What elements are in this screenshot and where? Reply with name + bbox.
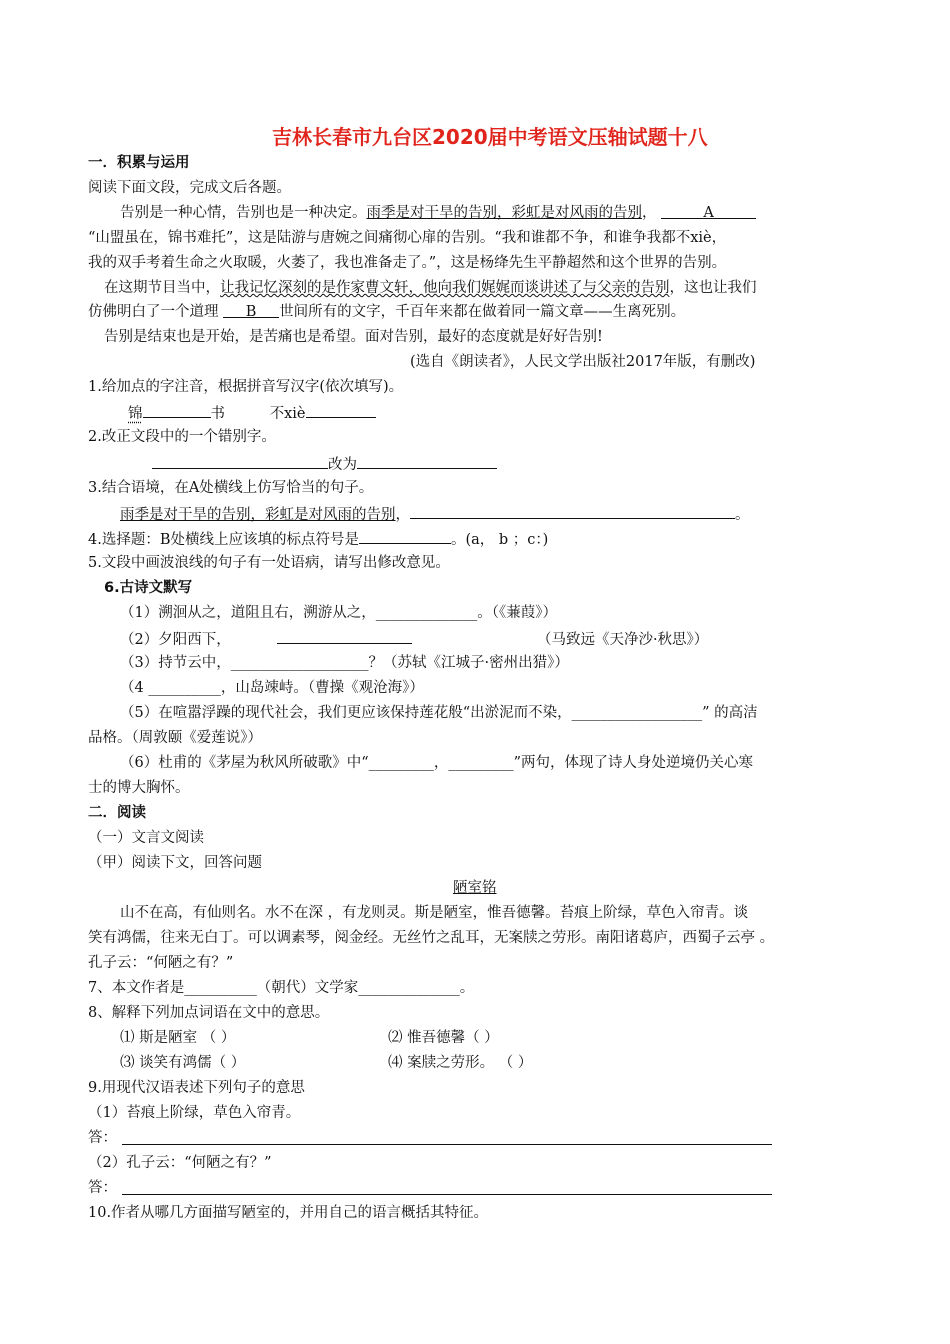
question-1-blanks [128,402,376,424]
passage-line-3: 我的双手考着生命之火取暖，火萎了，我也准备走了。”，这是杨绛先生平静超然和这个世界的告别。 [88,255,727,271]
passage-text: 在这期节目当中， [104,280,220,296]
question-9: 9.用现代汉语表述下列句子的意思 [88,1080,305,1096]
blank-b [223,302,279,318]
question-3-answer [120,503,750,525]
question-6-4: （4 __________，山岛竦峙。（曹操《观沧海》） [120,680,424,696]
passage-text: 世间所有的文字，千百年来都在做着同一篇文章——生离死别。 [279,304,686,320]
question-9-2: （2）孔子云：“何陋之有？” [88,1155,272,1171]
subsection-heading: （一）文言文阅读 [88,830,204,846]
answer-blank[interactable] [277,628,412,644]
answer-blank[interactable] [410,503,735,519]
essay-line-2: 笑有鸿儒，往来无白丁。可以调素琴，阅金经。无丝竹之乱耳，无案牍之劳形。南阳诸葛庐，西蜀子云亭 。 [88,930,775,946]
subsection-heading: （甲）阅读下文，回答问题 [88,855,262,871]
question-2: 2.改正文段中的一个错别字。 [88,429,276,445]
answer-label: 答： [88,1130,117,1146]
question-8-1: ⑴ 斯是陋室 （ ） [120,1030,236,1046]
passage-line-4 [104,278,757,298]
question-8-2: ⑵ 惟吾德馨（ ） [388,1030,499,1046]
q1-text: 不xiè [269,406,306,422]
q4-options: 。(a， b ；c：) [451,532,549,548]
question-4 [88,528,548,550]
answer-line[interactable] [122,1193,772,1195]
question-6-6-cont: 士的博大胸怀。 [88,780,190,796]
wavy-sentence: 让我记忆深刻的是作家曹文轩，他向我们娓娓而谈讲述了与父亲的告别 [220,280,670,296]
answer-blank[interactable] [359,528,451,544]
passage-line-1 [120,203,756,223]
intro-line: 阅读下面文段，完成文后各题。 [88,180,291,196]
question-6-5-cont: 品格。（周敦颐《爱莲说》） [88,730,262,746]
q3-text: ， [395,507,410,523]
essay-line-3: 孔子云：“何陋之有？” [88,955,234,971]
q1-text: 书 [210,406,225,422]
q4-text: 4.选择题：B处横线上应该填的标点符号是 [88,532,359,548]
answer-blank[interactable] [306,402,376,418]
section-1-heading: 一．积累与运用 [88,155,190,171]
underlined-sentence: 雨季是对干旱的告别，彩虹是对风雨的告别 [120,507,396,523]
question-8-3: ⑶ 谈笑有鸿儒（ ） [120,1055,246,1071]
page-title: 吉林长春市九台区2020届中考语文压轴试题十八 [272,125,708,149]
blank-b-label: B [245,304,257,320]
question-6: 6.古诗文默写 [104,580,193,596]
answer-blank[interactable] [143,402,211,418]
section-2-heading: 二．阅读 [88,805,146,821]
dotted-char: 锦 [128,406,143,422]
passage-text: ，这也让我们 [669,280,757,296]
question-7: 7、本文作者是__________（朝代）文学家______________。 [88,980,475,996]
q6-text: （马致远《天净沙·秋思》） [536,632,709,648]
question-8-4: ⑷ 案牍之劳形。 （ ） [388,1055,533,1071]
passage-line-5 [88,302,685,322]
question-2-blanks [152,453,497,475]
question-5: 5.文段中画波浪线的句子有一处语病，请写出修改意见。 [88,555,450,571]
q2-text: 改为 [328,457,357,473]
question-3: 3.结合语境，在A处横线上仿写恰当的句子。 [88,480,374,496]
answer-label: 答： [88,1180,117,1196]
essay-title: 陋室铭 [453,880,497,896]
passage-text: ， [642,205,657,221]
source-note: (选自《朗读者》，人民文学出版社2017年版，有删改) [410,354,756,370]
passage-text: 告别是一种心情，告别也是一种决定。 [120,205,367,221]
question-1: 1.给加点的字注音，根据拼音写汉字(依次填写)。 [88,379,404,395]
question-6-1: （1）溯洄从之，道阻且右，溯游从之，______________。（《蒹葭》） [120,605,557,621]
answer-blank[interactable] [357,453,497,469]
passage-line-2: “山盟虽在，锦书难托”，这是陆游与唐婉之间痛彻心扉的告别。“我和谁都不争，和谁争我都不xiè， [88,230,727,246]
answer-blank[interactable] [152,453,328,469]
blank-a [661,203,756,219]
question-6-2 [120,628,708,650]
question-8: 8、解释下列加点词语在文中的意思。 [88,1005,330,1021]
answer-line[interactable] [122,1143,772,1145]
question-6-3: （3）持节云中，___________________？（苏轼《江城子·密州出猎》） [120,655,569,671]
question-10: 10.作者从哪几方面描写陋室的，并用自己的语言概括其特征。 [88,1205,489,1221]
question-6-6: （6）杜甫的《茅屋为秋风所破歌》中“_________，_________”两句，体现了诗人身处逆境仍关心寒 [120,755,754,771]
blank-a-label: A [703,205,714,221]
question-6-5: （5）在喧嚣浮躁的现代社会，我们更应该保持莲花般“出淤泥而不染，__________________” 的高洁 [120,705,758,721]
passage-text: 仿佛明白了一个道理 [88,304,219,320]
essay-line-1: 山不在高，有仙则名。水不在深 ，有龙则灵。斯是陋室，惟吾德馨。苔痕上阶绿，草色入帘青。谈 [120,905,749,921]
underlined-sentence: 雨季是对干旱的告别，彩虹是对风雨的告别 [366,205,642,221]
passage-line-6: 告别是结束也是开始，是苦痛也是希望。面对告别，最好的态度就是好好告别! [104,329,603,345]
question-9-1: （1）苔痕上阶绿，草色入帘青。 [88,1105,301,1121]
q6-text: （2）夕阳西下， [120,632,231,648]
q3-text: 。 [735,507,750,523]
